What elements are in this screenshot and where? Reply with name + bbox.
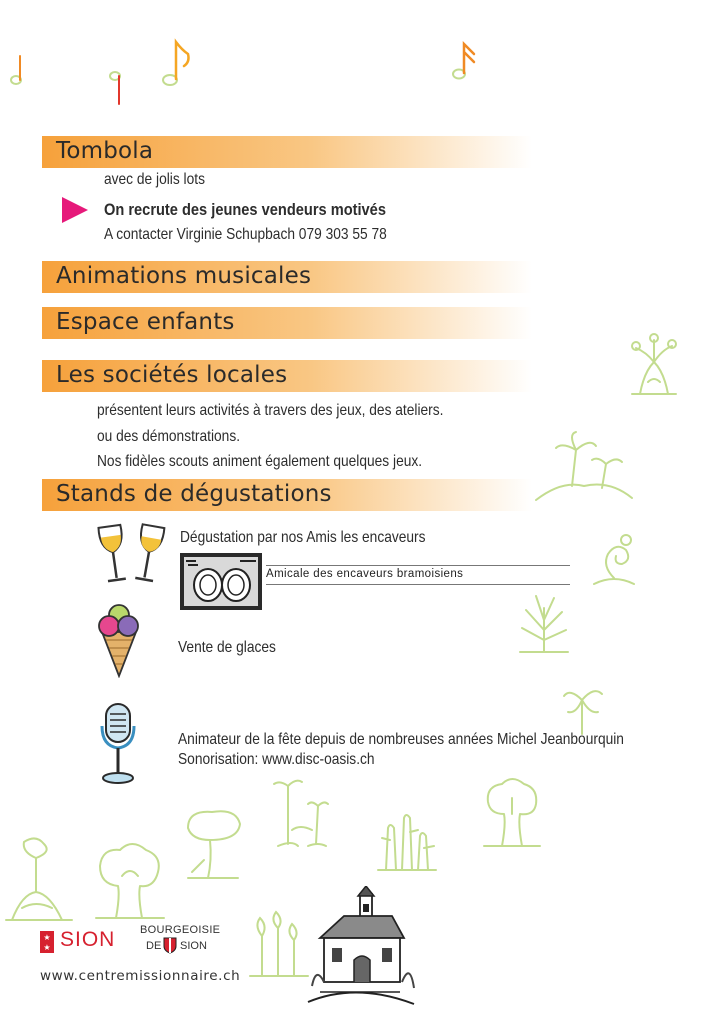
section-title-tombola: Tombola [56, 138, 154, 164]
amicale-rule-top [266, 565, 570, 566]
ice-cream-icon [96, 602, 142, 678]
tombola-line1: avec de jolis lots [104, 171, 205, 188]
societes-line2: ou des démonstrations. [97, 428, 241, 445]
tree-doodle-icon [2, 834, 76, 924]
sion-logo-text: SION [60, 928, 116, 951]
tombola-contact: A contacter Virginie Schupbach 079 303 55 78 [104, 226, 387, 243]
music-note-icon [160, 36, 192, 90]
tombola-highlight: On recrute des jeunes vendeurs motivés [104, 200, 386, 219]
tree-doodle-icon [268, 776, 334, 850]
societes-line3: Nos fidèles scouts animent également quelques jeux. [97, 453, 423, 470]
bourgeoisie-sion-text: SION [180, 940, 207, 952]
section-band-animations [42, 261, 532, 293]
bourgeoisie-shield-icon [163, 937, 177, 954]
tree-doodle-icon [626, 332, 682, 398]
societes-line1: présentent leurs activités à travers des jeux, des ateliers. [97, 402, 444, 419]
section-band-stands [42, 479, 532, 511]
wine-glasses-icon [94, 522, 170, 590]
music-note-icon [6, 52, 28, 88]
tree-doodle-icon [372, 808, 442, 874]
tree-doodle-icon [244, 910, 314, 980]
tree-doodle-icon [532, 430, 636, 504]
tree-doodle-icon [560, 684, 606, 736]
ice-cream-text: Vente de glaces [178, 639, 276, 656]
amicale-text: Amicale des encaveurs bramoisiens [266, 568, 464, 580]
chapel-icon [306, 886, 416, 1010]
sonorisation-text: Sonorisation: www.disc-oasis.ch [178, 751, 375, 768]
section-band-enfants [42, 307, 532, 339]
music-note-icon [104, 66, 128, 108]
tree-doodle-icon [92, 836, 168, 922]
section-title-enfants: Espace enfants [56, 309, 235, 335]
section-title-stands: Stands de dégustations [56, 481, 332, 507]
tree-doodle-icon [514, 590, 574, 656]
footer-url[interactable]: www.centremissionnaire.ch [40, 968, 241, 984]
tree-doodle-icon [178, 800, 248, 882]
bourgeoisie-text: BOURGEOISIE [140, 924, 221, 936]
svg-text:★: ★ [43, 933, 51, 942]
play-arrow-icon [60, 195, 90, 225]
section-title-societes: Les sociétés locales [56, 362, 288, 388]
sion-flag-icon [40, 931, 54, 953]
music-note-icon [450, 40, 480, 84]
tree-doodle-icon [588, 530, 640, 588]
section-band-tombola [42, 136, 532, 168]
wine-tasting-text: Dégustation par nos Amis les encaveurs [180, 529, 426, 546]
tree-doodle-icon [480, 774, 544, 850]
bourgeoisie-de-text: DE [146, 940, 162, 952]
section-band-societes [42, 360, 532, 392]
amicale-rule-bottom [266, 584, 570, 585]
svg-text:★: ★ [43, 943, 51, 952]
microphone-icon [98, 702, 140, 786]
section-title-animations: Animations musicales [56, 263, 312, 289]
barrels-logo-icon [180, 553, 262, 610]
animateur-text: Animateur de la fête depuis de nombreuses années Michel Jeanbourquin [178, 731, 624, 748]
